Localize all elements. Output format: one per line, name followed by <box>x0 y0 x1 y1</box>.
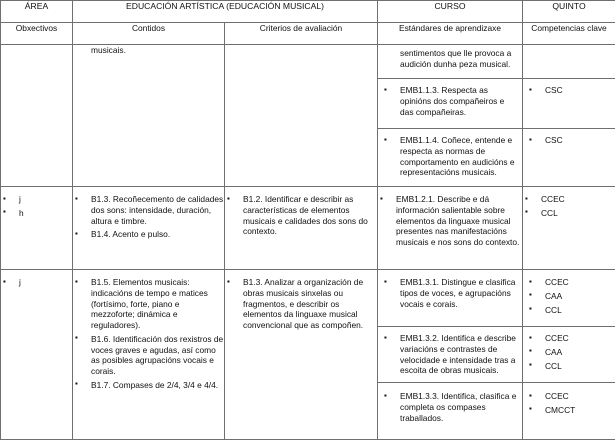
competence-item <box>523 45 615 78</box>
content-item: ▪ B1.4. Acento e pulso. <box>73 229 224 240</box>
criteria-cell <box>225 45 378 187</box>
course-label: CURSO <box>378 1 523 23</box>
competence-code: ▪ CCEC <box>527 277 612 288</box>
objectives-cell <box>1 45 73 187</box>
standard-item: ▪ EMB1.1.3. Respecta as opinións dos compañeiros e das compañeiras. <box>378 78 523 128</box>
area-label: ÁREA <box>1 1 73 23</box>
col-standards: Estándares de aprendizaxe <box>378 23 523 45</box>
objectives-cell <box>1 270 73 440</box>
competence-code: ▪ CAA <box>527 347 612 358</box>
criteria-cell <box>225 270 378 440</box>
competence-code: ▪ CCEC <box>527 333 612 344</box>
competence-code: ▪ CCL <box>527 361 612 372</box>
col-objectives: Obxectivos <box>1 23 73 45</box>
competence-code: ▪ CCL <box>527 305 612 316</box>
standard-item: sentimentos que lle provoca a audición dunha peza musical. <box>378 45 523 78</box>
competence-item <box>523 78 615 128</box>
competence-code: ▪ CSC <box>527 135 612 146</box>
content-item: ▪ B1.6. Identificación dos rexistros de voces graves e agudas, así como as posibles agrupacións vocais e corais. <box>73 334 224 377</box>
objective-code: ▪ h <box>1 208 72 219</box>
competence-item <box>523 270 615 326</box>
competence-code: ▪ CAA <box>527 291 612 302</box>
content-item: ▪ B1.7. Compases de 2/4, 3/4 e 4/4. <box>73 380 224 391</box>
col-competences: Competencias clave <box>523 23 615 45</box>
competences-cell <box>523 187 615 270</box>
content-item: ▪ B1.3. Recoñecemento de calidades dos sons: intensidade, duración, altura e timbre. <box>73 194 224 226</box>
competence-code: ▪ CMCCT <box>527 405 612 416</box>
competence-item <box>523 382 615 439</box>
standard-item: ▪ EMB1.2.1. Describe e dá información salientable sobre elementos da linguaxe musical presentes nas manifestacións musicais e nos sons do contexto. <box>378 194 522 248</box>
standard-item: ▪ EMB1.3.2. Identifica e describe variacións e contrastes de velocidade e intensidade tras a escoita de obras musicais. <box>378 326 523 382</box>
objective-code: ▪ j <box>1 194 72 205</box>
contents-cell <box>73 270 225 440</box>
header-row <box>1 1 615 23</box>
criterion-item: ▪ B1.3. Analizar a organización de obras musicais sinxelas ou fragmentos, e describir os elementos da linguaxe musical convencional que as compoñen. <box>225 277 377 331</box>
contents-cell <box>73 187 225 270</box>
content-continuation: musicais. <box>73 45 224 56</box>
column-header-row <box>1 23 615 45</box>
objectives-cell <box>1 187 73 270</box>
standard-item: ▪ EMB1.3.1. Distingue e clasifica tipos de voces, e agrupacións vocais e corais. <box>378 270 523 326</box>
table-row <box>1 187 615 270</box>
standards-group <box>378 270 615 440</box>
table-row <box>1 45 615 187</box>
standards-cell <box>378 187 523 270</box>
competence-code: ▪ CCEC <box>527 391 612 402</box>
standard-item: ▪ EMB1.1.4. Coñece, entende e respecta as normas de comportamento en audicións e representacións musicais. <box>378 128 523 186</box>
objective-code: ▪ j <box>1 277 72 288</box>
criteria-cell <box>225 187 378 270</box>
standards-group <box>378 45 615 187</box>
table-row <box>1 270 615 440</box>
criterion-item: ▪ B1.2. Identificar e describir as características de elementos musicais e calidades dos sons do contexto. <box>225 194 377 237</box>
competence-code: ▪ CCEC <box>523 194 615 205</box>
course-value: QUINTO <box>523 1 615 23</box>
competence-item <box>523 326 615 382</box>
competence-item <box>523 128 615 186</box>
competence-code: ▪ CCL <box>523 208 615 219</box>
subject-title: EDUCACIÓN ARTÍSTICA (EDUCACIÓN MUSICAL) <box>73 1 378 23</box>
standard-item: ▪ EMB1.3.3. Identifica, clasifica e completa os compases traballados. <box>378 382 523 439</box>
col-criteria: Criterios de avaliación <box>225 23 378 45</box>
contents-cell <box>73 45 225 187</box>
col-contents: Contidos <box>73 23 225 45</box>
content-item: ▪ B1.5. Elementos musicais: indicacións de tempo e matices (fortísimo, forte, piano e mezzoforte; dinámica e reguladores). <box>73 277 224 331</box>
competence-code: ▪ CSC <box>527 85 612 96</box>
